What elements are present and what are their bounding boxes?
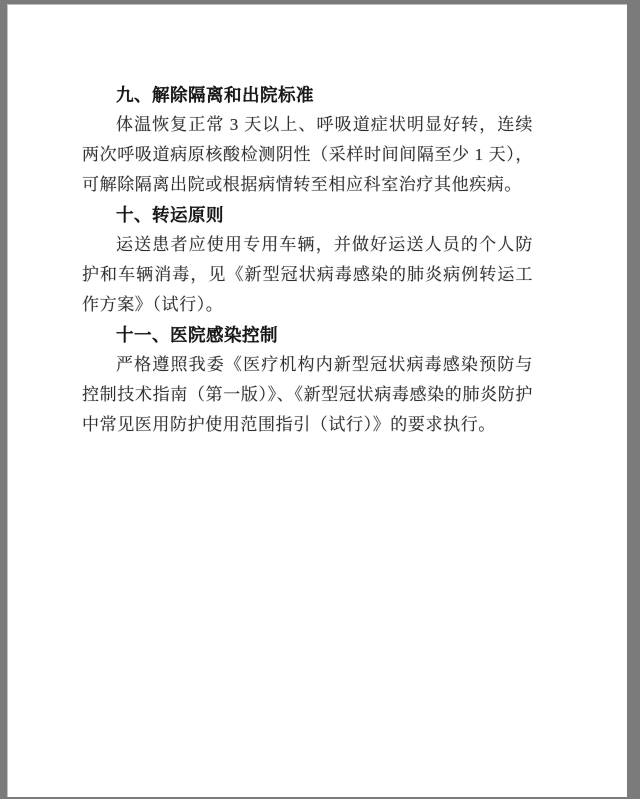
section-11-heading: 十一、医院感染控制 xyxy=(116,325,278,345)
section-11-paragraph: 严格遵照我委《医疗机构内新型冠状病毒感染预防与控制技术指南（第一版）》、《新型冠状病毒感染的肺炎防护中常见医用防护使用范围指引（试行）》的要求执行。 xyxy=(82,355,533,434)
document-page xyxy=(7,4,627,797)
section-10-paragraph: 运送患者应使用专用车辆，并做好运送人员的个人防护和车辆消毒，见《新型冠状病毒感染的肺炎病例转运工作方案》（试行）。 xyxy=(82,235,533,314)
section-10-heading: 十、转运原则 xyxy=(116,205,224,225)
page-content xyxy=(8,5,627,440)
section-9-paragraph: 体温恢复正常 3 天以上、呼吸道症状明显好转，连续两次呼吸道病原核酸检测阴性（采样时间间隔至少 1 天），可解除隔离出院或根据病情转至相应科室治疗其他疾病。 xyxy=(82,115,533,194)
section-9-heading: 九、解除隔离和出院标准 xyxy=(116,85,314,105)
